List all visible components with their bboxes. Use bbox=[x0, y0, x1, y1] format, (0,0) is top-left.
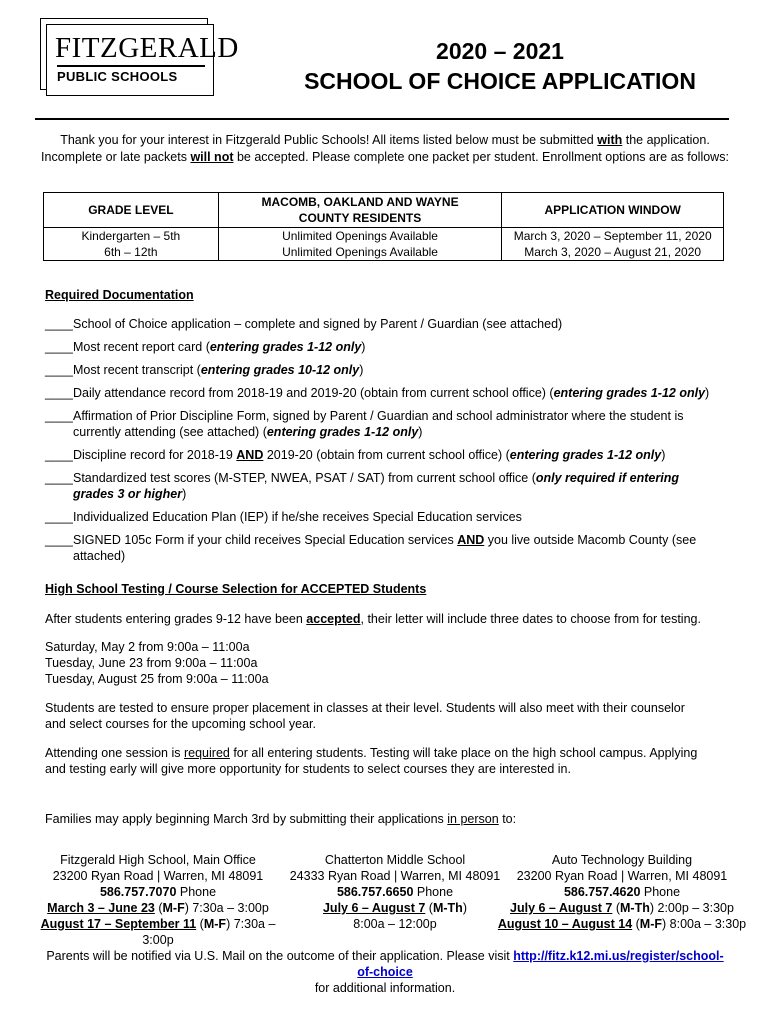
checklist-item: ____ Affirmation of Prior Discipline Form, signed by Parent / Guardian and school administrator where the student is currently attending (see attached) (entering grades 1-12 only) bbox=[45, 409, 684, 439]
intro-paragraph: Thank you for your interest in Fitzgerald Public Schools! All items listed below must be submitted with the application. Incomplete or late packets will not be accepted. Please complete one packet per student. Enrollment options are as follows: bbox=[41, 133, 729, 164]
document-body bbox=[45, 287, 735, 827]
footer-note: Parents will be notified via U.S. Mail on the outcome of their application. Please visit http://fitz.k12.mi.us/register/school-of-choice for additional information. bbox=[46, 949, 724, 995]
location-auto-tech: Auto Technology Building 23200 Ryan Road | Warren, MI 48091 586.757.4620 Phone July 6 – August 7 (M-Th) 2:00p – 3:30p August 10 – August 14 (M-F) 8:00a – 3:30p bbox=[497, 853, 747, 931]
table-header-grade: GRADE LEVEL bbox=[44, 193, 219, 228]
checklist-item: ____ Most recent report card (entering grades 1-12 only) bbox=[45, 340, 366, 354]
required-docs-heading: Required Documentation bbox=[45, 288, 194, 302]
school-of-choice-link[interactable]: http://fitz.k12.mi.us/register/school-of-choice bbox=[357, 949, 724, 979]
families-line: Families may apply beginning March 3rd by submitting their applications in person to: bbox=[45, 812, 517, 826]
table-row: 6th – 12th Unlimited Openings Available March 3, 2020 – August 21, 2020 bbox=[44, 244, 724, 261]
logo-subtitle: PUBLIC SCHOOLS bbox=[57, 69, 178, 84]
testing-placement: Students are tested to ensure proper placement in classes at their level. Students will also meet with their counselor and select courses for the upcoming school year. bbox=[45, 701, 685, 731]
checklist-item: ____ Most recent transcript (entering grades 10-12 only) bbox=[45, 363, 364, 377]
district-logo bbox=[40, 18, 239, 94]
location-middle-school: Chatterton Middle School 24333 Ryan Road | Warren, MI 48091 586.757.6650 Phone July 6 – August 7 (M-Th) 8:00a – 12:00p bbox=[289, 853, 501, 931]
testing-required: Attending one session is required for all entering students. Testing will take place on the high school campus. Applying and testing early will give more opportunity for students to select courses they are interested in. bbox=[45, 746, 698, 776]
table-row: Kindergarten – 5th Unlimited Openings Available March 3, 2020 – September 11, 2020 bbox=[44, 228, 724, 245]
checklist-item: ____ SIGNED 105c Form if your child receives Special Education services AND you live outside Macomb County (see attached) bbox=[45, 533, 697, 563]
title-years: 2020 – 2021 bbox=[436, 38, 564, 64]
testing-date: Saturday, May 2 from 9:00a – 11:00a bbox=[45, 640, 250, 654]
enrollment-table bbox=[43, 192, 724, 261]
checklist-item: ____ Individualized Education Plan (IEP) if he/she receives Special Education services bbox=[45, 510, 522, 524]
title-main: SCHOOL OF CHOICE APPLICATION bbox=[304, 68, 696, 94]
testing-date: Tuesday, June 23 from 9:00a – 11:00a bbox=[45, 656, 258, 670]
checklist-item: ____ School of Choice application – complete and signed by Parent / Guardian (see attached) bbox=[45, 317, 563, 331]
table-header-residents: MACOMB, OAKLAND AND WAYNE COUNTY RESIDENTS bbox=[218, 193, 502, 228]
location-high-school: Fitzgerald High School, Main Office 23200 Ryan Road | Warren, MI 48091 586.757.7070 Phone March 3 – June 23 (M-F) 7:30a – 3:00p August 17 – September 11 (M-F) 7:30a – 3:00p bbox=[40, 853, 276, 947]
logo-name: FITZGERALD bbox=[55, 32, 239, 64]
checklist-item: ____ Daily attendance record from 2018-19 and 2019-20 (obtain from current school office) (entering grades 1-12 only) bbox=[45, 386, 710, 400]
checklist-item: ____ Standardized test scores (M-STEP, NWEA, PSAT / SAT) from current school office (only required if entering grades 3 or higher) bbox=[45, 471, 679, 501]
page-title bbox=[290, 36, 710, 96]
table-header-window: APPLICATION WINDOW bbox=[502, 193, 724, 228]
testing-intro: After students entering grades 9-12 have been accepted, their letter will include three dates to choose from for testing. bbox=[45, 612, 701, 626]
checklist-item: ____ Discipline record for 2018-19 AND 2019-20 (obtain from current school office) (entering grades 1-12 only) bbox=[45, 448, 666, 462]
header-divider bbox=[35, 118, 729, 120]
testing-date: Tuesday, August 25 from 9:00a – 11:00a bbox=[45, 672, 269, 686]
testing-heading: High School Testing / Course Selection for ACCEPTED Students bbox=[45, 582, 427, 596]
